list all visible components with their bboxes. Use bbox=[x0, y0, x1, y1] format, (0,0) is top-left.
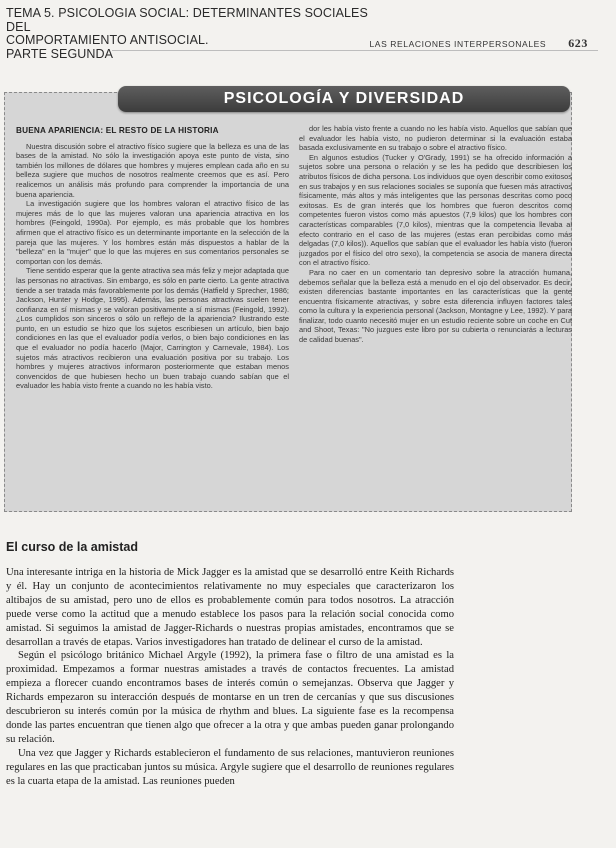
body-paragraph: Una interesante intriga en la historia de Mick Jagger es la amistad que se desarrolló entre Keith Richards y él. Hay un conjunto de acontecimientos relativamente no muy especiales que caracterizaron los altibajos de su amistad, pero uno de ellos es probablemente común para todos nosotros. La atracción puede verse como la actitud que a menudo establece los pasos para la relación social conocida como amistad. Si seguimos la amistad de Jagger-Richards o nuestras propias amistades, encontramos que se desarrollan a través de etapas. Varios investigadores han tratado de delinear el curso de la amistad. bbox=[6, 567, 454, 648]
box-paragraph: La investigación sugiere que los hombres valoran el atractivo físico de las mujeres más de lo que las mujeres valoran una apariencia atractiva en los hombres (Feingold, 1990a). Por ejemplo, es más probable que los hombres afirmen que el atractivo físico es un determinante importante en la selección de la pareja que las mujeres. Y los hombres están más dispuestos a hablar de la "belleza" en la "mujer" que lo que las mujeres en sus comentarios personales se comportan con los demás. bbox=[16, 199, 289, 266]
body-paragraph: Una vez que Jagger y Richards establecieron el fundamento de sus relaciones, mantuvieron reuniones regulares en las que practicaban juntos su música. Argyle sugiere que el desarrollo de reuniones regulares es la cuarta etapa de la amistad. Las reuniones pueden bbox=[6, 747, 454, 787]
running-head-section: LAS RELACIONES INTERPERSONALES bbox=[369, 39, 547, 49]
page-number: 623 bbox=[568, 36, 588, 50]
course-header bbox=[6, 7, 386, 61]
box-paragraph: En algunos estudios (Tucker y O'Grady, 1991) se ha ofrecido información a sujetos sobre una persona o relación y se les ha pedido que describiesen los atributos físicos de dicha persona. Los individuos que oyen describir como exitosos en sus trabajos y en sus relaciones sociales se suponía que fuesen más atractivos físicamente, más altos y más inteligentes que las personas descritas como poco exitosas. Es de gran interés que los hombres que fueron descritos como competentes fueron vistos como más apuestos (7,9 kilos) que los hombres con características comparables (7,0 kilos), mientras que la competencia llevaba al efecto contrario en el caso de las mujeres (estas eran percibidas como más delgadas (7,0 kilos)). Aquellos que sabían que el evaluador les había visto (fueron juzgados por el físico del otro sexo), la competencia se asocia de manera directa con el atractivo físico. bbox=[299, 152, 572, 268]
box-paragraph: Para no caer en un comentario tan depresivo sobre la atracción humana, debemos señalar que la belleza está a menudo en el ojo del observador. Es decir, existen diferencias bastante importantes en las características que la gente encuentra físicamente atractivas, y sobre esta diferencia influyen factores tales como la cultura y la experiencia personal (Jackson, Montagne y Lee, 1992). Y para finalizar, todo cuanto necesitó mujer en un estudio reciente sobre un coche en Cut and Shoot, Texas: "No juzgues este libro por su cubierta o renunciarás a lecturas de calidad buenas". bbox=[299, 267, 572, 345]
diversity-banner-title: PSICOLOGÍA Y DIVERSIDAD bbox=[223, 90, 465, 107]
course-header-line-3: PARTE SEGUNDA bbox=[6, 46, 114, 61]
header-rule bbox=[112, 50, 598, 51]
main-text bbox=[6, 566, 454, 846]
course-header-line-1: TEMA 5. PSICOLOGIA SOCIAL: DETERMINANTES SOCIALES DEL bbox=[6, 6, 368, 34]
diversity-box-columns bbox=[16, 124, 572, 508]
running-head bbox=[369, 36, 588, 51]
box-paragraph: Tiene sentido esperar que la gente atractiva sea más feliz y mejor adaptada que las personas no atractivas. Sin embargo, es sólo en parte cierto. La gente atractiva tiende a ser tratada más favorablemente por los demás (Hatfield y Sprecher, 1986; Jackson, Hunter y Hodge, 1995). Además, las personas atractivas suelen tener confianza en sí mismas y se valoran positivamente a sí mismas (Feingold, 1992). ¿Los cumplidos son sinceros o sólo un reflejo de la apariencia? Ilustrando este punto, en un estudio se hizo que los sujetos escribiesen un artículo, bien bajo condiciones en las que el evaluador podía verlos, o bien bajo condiciones en las que el evaluador no podía hacerlo (Major, Carrington y Carnevale, 1984). Los sujetos más atractivos recibieron una evaluación positiva por su trabajo. Los hombres y mujeres atractivos informaron posteriormente que estaban menos convencidos de que hubiesen hecho un buen trabajo cuando sabían que el evaluador les había visto frente a cuando no les había visto. bbox=[16, 266, 289, 391]
diversity-box-column-left bbox=[16, 124, 289, 508]
diversity-box-column-right bbox=[299, 124, 572, 508]
section-title: El curso de la amistad bbox=[6, 540, 138, 554]
course-header-line-2: COMPORTAMIENTO ANTISOCIAL. bbox=[6, 33, 209, 47]
diversity-banner bbox=[118, 86, 570, 112]
body-paragraph: Según el psicólogo británico Michael Argyle (1992), la primera fase o filtro de una amistad es la proximidad. Empezamos a formar nuestras amistades a través de contactos frecuentes. La amistad empieza a florecer cuando encontramos bases de interés común o semejanzas. Observa que Jagger y Richards empezaron su interacción después de montarse en un tren de cercanías y que sus discusiones descubrieron su interés común por la música de rhythm and blues. La siguiente fase es la recompensa donde las partes encuentran que tienen algo que ofrecer a la otra y que ambas pueden ganar prolongando su relación. bbox=[6, 650, 454, 745]
box-paragraph: Nuestra discusión sobre el atractivo físico sugiere que la belleza es una de las bases de la amistad. No sólo la investigación apoya este punto de vista, sino también los millones de dólares que hombres y mujeres emplean cada año en su belleza sugiere que muchos de nosotros realmente creemos que es así. Pero realicemos un análisis más profundo para comprender la importancia de una buena apariencia. bbox=[16, 141, 289, 199]
box-paragraph: dor les había visto frente a cuando no les había visto. Aquellos que sabían que el evaluador les había visto, no pudieron determinar si la evaluación estaba basada exclusivamente en su trabajo o sobre el atractivo físico. bbox=[299, 124, 572, 153]
diversity-box-heading: BUENA APARIENCIA: EL RESTO DE LA HISTORIA bbox=[16, 126, 219, 135]
